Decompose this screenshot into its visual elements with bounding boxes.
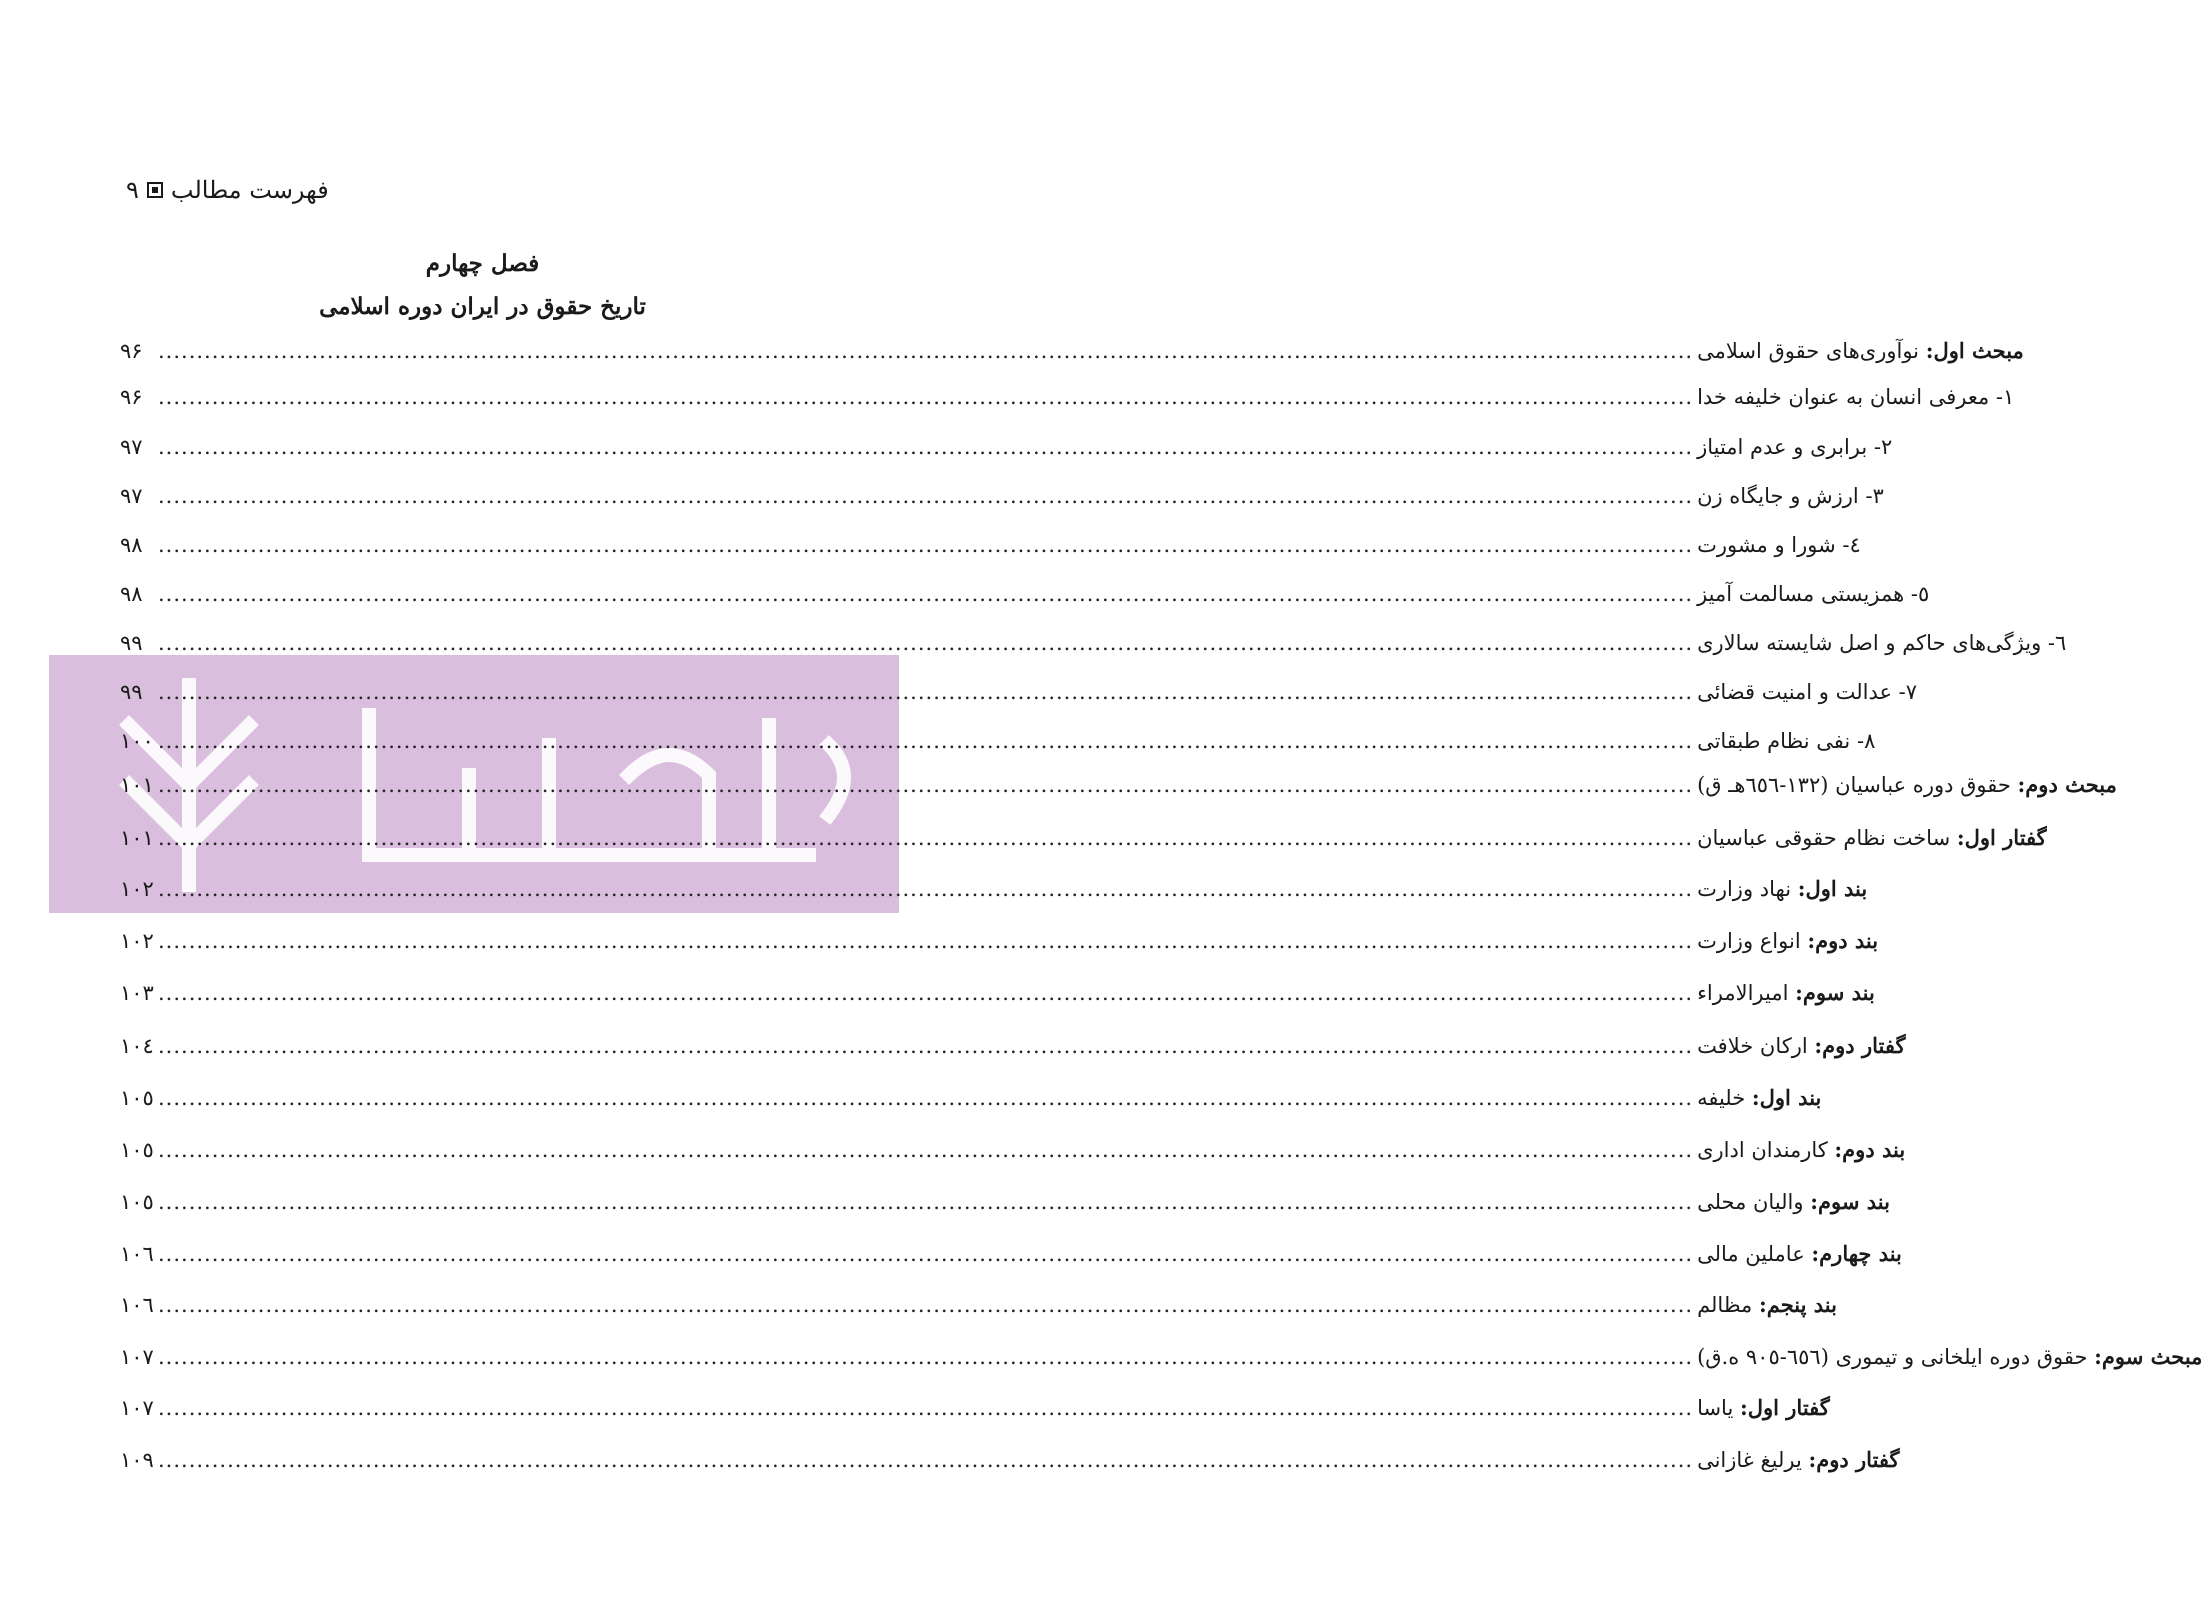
dot-leader: ........................................................................................................................................................................................................ [158,533,1694,557]
toc-entry-title [1697,1292,1837,1317]
toc-page-number: ۱۰۲ [120,929,154,953]
toc-page-number: ۱۰٥ [120,1086,154,1110]
toc-section-label: بند اول: [1751,1085,1822,1110]
chapter-subtitle: تاریخ حقوق در ایران دوره اسلامی [319,293,646,320]
toc-entry-title [1697,631,2066,655]
toc-entry [120,385,2015,421]
toc-entry [120,928,1879,964]
toc-entry-text: کارمندان اداری [1697,1138,1835,1162]
toc-entry-title [1697,1241,1902,1266]
dot-leader: ........................................................................................................................................................................................................ [158,1138,1694,1162]
dot-leader: ........................................................................................................................................................................................................ [158,981,1694,1005]
dot-leader: ........................................................................................................................................................................................................ [158,1190,1694,1214]
dot-leader: ........................................................................................................................................................................................................ [158,1448,1694,1472]
toc-entry-title [1697,680,1917,704]
toc-section-label: گفتار دوم: [1814,1033,1906,1058]
dot-leader: ........................................................................................................................................................................................................ [158,631,1694,655]
toc-page-number: ۹۹ [120,631,143,655]
toc-section-label: بند سوم: [1810,1189,1890,1214]
dot-leader: ........................................................................................................................................................................................................ [158,729,1694,753]
toc-entry [120,1292,1837,1328]
toc-section-label: گفتار اول: [1739,1395,1830,1420]
toc-entry-text: ساخت نظام حقوقی عباسیان [1697,826,1957,850]
toc-section-label: مبحث دوم: [2017,772,2117,797]
toc-page-number: ۹۶ [120,385,143,409]
toc-entry-text: ٥- همزیستی مسالمت آمیز [1697,582,1930,606]
toc-page-number: ۹۹ [120,680,143,704]
toc-entry-title [1697,729,1875,753]
dot-leader: ........................................................................................................................................................................................................ [158,1293,1694,1317]
toc-entry [120,772,2117,808]
toc-entry [120,435,1893,471]
toc-entry [120,582,1930,618]
toc-entry-title [1697,1137,1905,1162]
toc-entry-text: والیان محلی [1697,1190,1811,1214]
toc-section-label: مبحث اول: [1925,338,2024,363]
dot-leader: ........................................................................................................................................................................................................ [158,773,1694,797]
toc-entry [120,1241,1902,1277]
toc-entry-text: ۷- عدالت و امنیت قضائی [1697,680,1918,704]
dot-leader: ........................................................................................................................................................................................................ [158,484,1694,508]
toc-entry-text: ۳- ارزش و جایگاه زن [1697,484,1884,508]
toc-entry-text: ٦- ویژگی‌های حاکم و اصل شایسته سالاری [1697,631,2067,655]
toc-entry-text: نهاد وزارت [1697,877,1798,901]
toc-entry-title [1697,1447,1899,1472]
toc-section-label: بند اول: [1797,876,1868,901]
toc-entry-title [1697,1344,2202,1369]
toc-entry-title [1697,338,2024,363]
toc-entry-title [1697,1033,1905,1058]
toc-page-number: ۹۷ [120,484,143,508]
toc-entry-text: ارکان خلافت [1697,1034,1815,1058]
toc-entry-title [1697,772,2117,797]
toc-page-number: ۱۰۷ [120,1396,154,1420]
page-number: ۹ [126,176,139,204]
toc-page-number: ۱۰٤ [120,1034,154,1058]
toc-entry-title [1697,484,1884,508]
toc-entry-title [1697,876,1867,901]
toc-page-number: ۱۰٦ [120,1293,154,1317]
toc-entry-text: ۱- معرفی انسان به عنوان خلیفه خدا [1697,385,2015,409]
toc-entry-text: ۲- برابری و عدم امتیاز [1697,435,1893,459]
toc-entry [120,1033,1906,1069]
toc-entry [120,876,1868,912]
toc-entry-title [1697,1395,1830,1420]
toc-entry-text: امیرالامراء [1697,981,1796,1005]
toc-entry-text: یاسا [1697,1396,1740,1420]
dot-leader: ........................................................................................................................................................................................................ [158,1345,1694,1369]
toc-page-number: ۱۰۰ [120,729,154,753]
toc-section-label: بند سوم: [1795,980,1875,1005]
toc-page-number: ۱۰۱ [120,773,154,797]
toc-entry-text: نوآوری‌های حقوق اسلامی [1697,339,1926,363]
dot-leader: ........................................................................................................................................................................................................ [158,1242,1694,1266]
toc-page-number: ۱۰۱ [120,826,154,850]
toc-entry-title [1697,385,2014,409]
toc-entry-text: خلیفه [1697,1086,1752,1110]
dot-leader: ........................................................................................................................................................................................................ [158,1086,1694,1110]
toc-entry-text: انواع وزارت [1697,929,1808,953]
dot-leader: ........................................................................................................................................................................................................ [158,826,1694,850]
toc-entry [120,533,1861,569]
toc-entry [120,1189,1890,1225]
toc-entry [120,1344,2202,1380]
toc-entry [120,484,1884,520]
toc-entry-text: حقوق دوره عباسیان (۱۳۲-٦٥٦هـ ق) [1697,773,2018,797]
dot-leader: ........................................................................................................................................................................................................ [158,877,1694,901]
toc-entry [120,680,1918,716]
chapter-title: فصل چهارم [425,250,540,277]
toc-page-number: ۹۷ [120,435,143,459]
toc-section-label: بند دوم: [1807,928,1879,953]
toc-section-label: گفتار دوم: [1808,1447,1900,1472]
toc-entry [120,980,1875,1016]
dot-leader: ........................................................................................................................................................................................................ [158,385,1694,409]
toc-page-number: ۱۰۲ [120,877,154,901]
toc-page-number: ۱۰۹ [120,1448,154,1472]
toc-page-number: ۱۰٦ [120,1242,154,1266]
toc-page-number: ۱۰٥ [120,1138,154,1162]
toc-entry [120,1085,1822,1121]
dot-leader: ........................................................................................................................................................................................................ [158,1396,1694,1420]
toc-entry [120,338,2024,374]
toc-entry [120,825,2047,861]
toc-page-number: ۹۸ [120,582,143,606]
toc-entry-text: عاملین مالی [1697,1242,1812,1266]
toc-page-number: ۱۰۳ [120,981,154,1005]
toc-entry-title [1697,825,2047,850]
toc-section-label: گفتار اول: [1956,825,2047,850]
dot-leader: ........................................................................................................................................................................................................ [158,435,1694,459]
running-title: فهرست مطالب [170,176,329,204]
toc-entry-text: حقوق دوره ایلخانی و تیموری (٦٥٦-۹۰٥ ه.ق) [1697,1345,2095,1369]
toc-section-label: مبحث سوم: [2094,1344,2202,1369]
dot-leader: ........................................................................................................................................................................................................ [158,582,1694,606]
toc-entry [120,1137,1906,1173]
toc-entry-title [1697,980,1875,1005]
dot-leader: ........................................................................................................................................................................................................ [158,339,1694,363]
toc-page-number: ۹۸ [120,533,143,557]
toc-entry-title [1697,435,1892,459]
toc-section-label: بند چهارم: [1811,1241,1902,1266]
dot-leader: ........................................................................................................................................................................................................ [158,1034,1694,1058]
toc-entry-title [1697,1085,1821,1110]
toc-entry [120,1447,1900,1483]
toc-page-number: ۹۶ [120,339,143,363]
toc-entry [120,631,2067,667]
toc-entry-text: مظالم [1697,1293,1759,1317]
toc-section-label: بند دوم: [1834,1137,1906,1162]
toc-page-number: ۱۰۷ [120,1345,154,1369]
dot-leader: ........................................................................................................................................................................................................ [158,929,1694,953]
toc-entry-title [1697,928,1878,953]
toc-entry-text: یرلیغ غازانی [1697,1448,1809,1472]
toc-entry [120,729,1876,765]
toc-entry-title [1697,533,1861,557]
toc-entry-text: ۸- نفی نظام طبقاتی [1697,729,1876,753]
toc-entry-text: ٤- شورا و مشورت [1697,533,1861,557]
toc-section-label: بند پنجم: [1759,1292,1837,1317]
toc-entry-title [1697,582,1929,606]
dot-leader: ........................................................................................................................................................................................................ [158,680,1694,704]
toc-entry [120,1395,1830,1431]
toc-page-number: ۱۰٥ [120,1190,154,1214]
toc-entry-title [1697,1189,1890,1214]
